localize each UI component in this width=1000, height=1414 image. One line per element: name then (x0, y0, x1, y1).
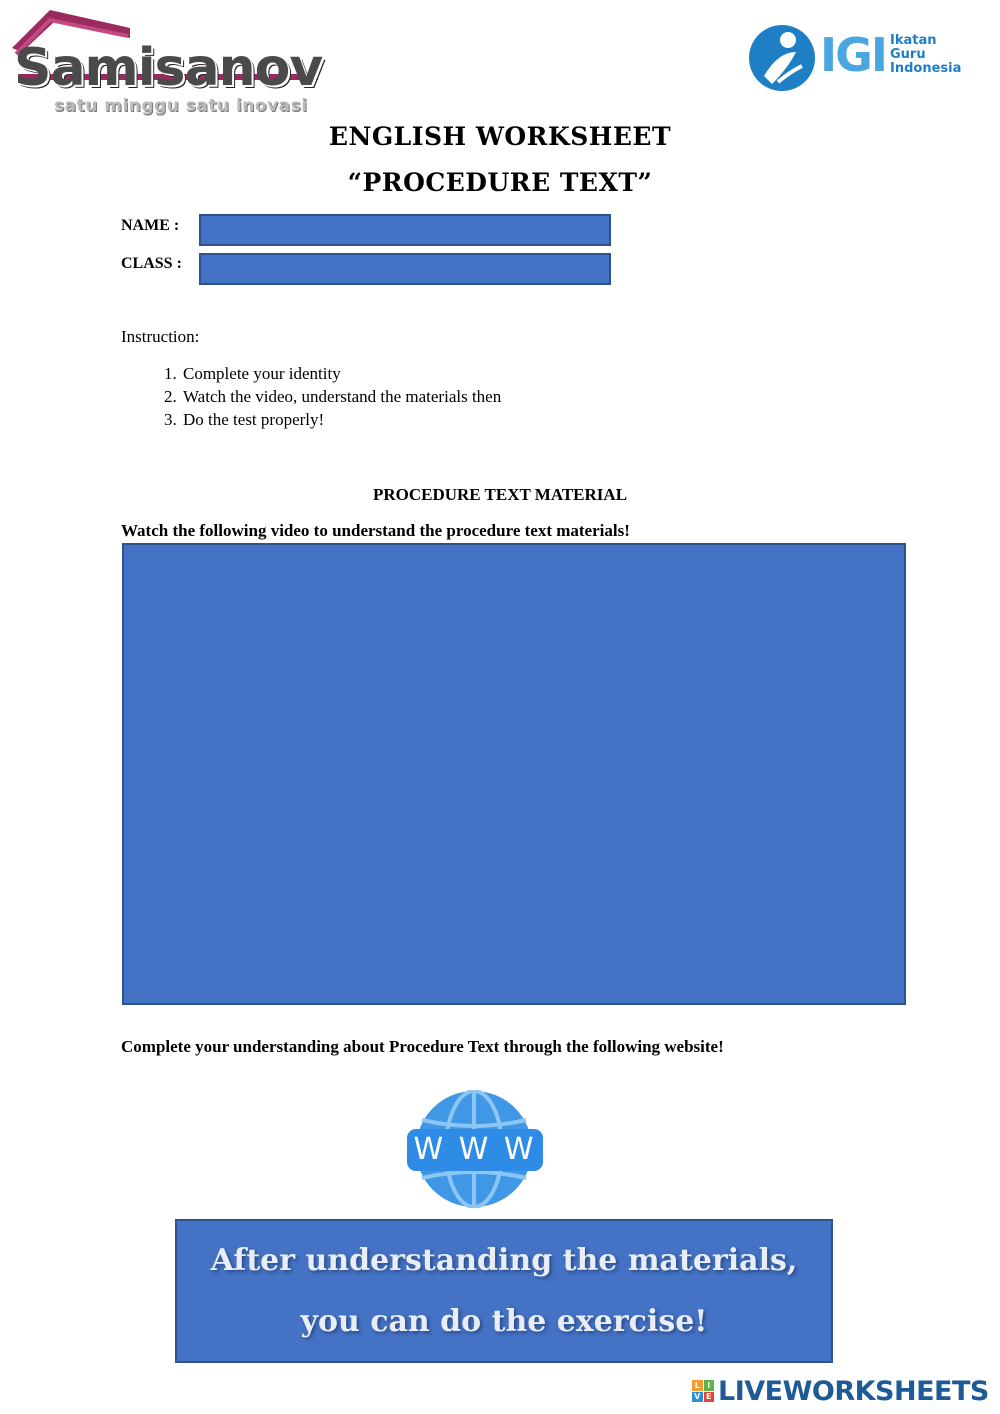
samisanov-wordmark: Samisanov (14, 38, 323, 98)
samisanov-tagline: satu minggu satu inovasi (54, 96, 308, 116)
igi-sub-line: Guru (890, 47, 926, 62)
page-subtitle: “PROCEDURE TEXT” (347, 168, 653, 197)
instruction-item: 3. Do the test properly! (181, 408, 501, 431)
website-prompt: Complete your understanding about Procedure Text through the following website! (121, 1037, 724, 1056)
badge-letter: E (704, 1392, 715, 1403)
igi-logo (748, 22, 973, 94)
igi-sub-line: Indonesia (890, 61, 962, 76)
igi-subtitle (890, 34, 961, 76)
material-heading: PROCEDURE TEXT MATERIAL (372, 485, 628, 504)
igi-wordmark: IGI (820, 28, 886, 82)
name-label: NAME : (121, 217, 180, 234)
instruction-list (121, 362, 501, 431)
samisanov-logo (10, 8, 350, 123)
video-prompt: Watch the following video to understand the procedure text materials! (121, 521, 630, 540)
website-link[interactable] (406, 1090, 544, 1208)
instruction-heading: Instruction: (121, 327, 200, 346)
exercise-banner (175, 1219, 833, 1363)
banner-line: After understanding the materials, (210, 1243, 798, 1278)
liveworksheets-brand: LIVEWORKSHEETS (718, 1375, 989, 1407)
class-label: CLASS : (121, 255, 182, 272)
video-player[interactable] (122, 543, 906, 1005)
igi-sub-line: Ikatan (890, 33, 937, 48)
badge-letter: I (704, 1380, 715, 1391)
instruction-item: 2. Watch the video, understand the materials then (181, 385, 501, 408)
name-input[interactable] (199, 214, 611, 246)
www-label: W W W (413, 1132, 537, 1167)
banner-line: you can do the exercise! (300, 1304, 708, 1339)
badge-letter: V (692, 1392, 703, 1403)
page-title: ENGLISH WORKSHEET (328, 122, 672, 151)
instruction-item: 1. Complete your identity (181, 362, 501, 385)
liveworksheets-logo (692, 1376, 989, 1406)
class-input[interactable] (199, 253, 611, 285)
badge-letter: L (692, 1380, 703, 1391)
live-badge-icon (692, 1380, 714, 1402)
igi-emblem-icon (748, 22, 818, 94)
